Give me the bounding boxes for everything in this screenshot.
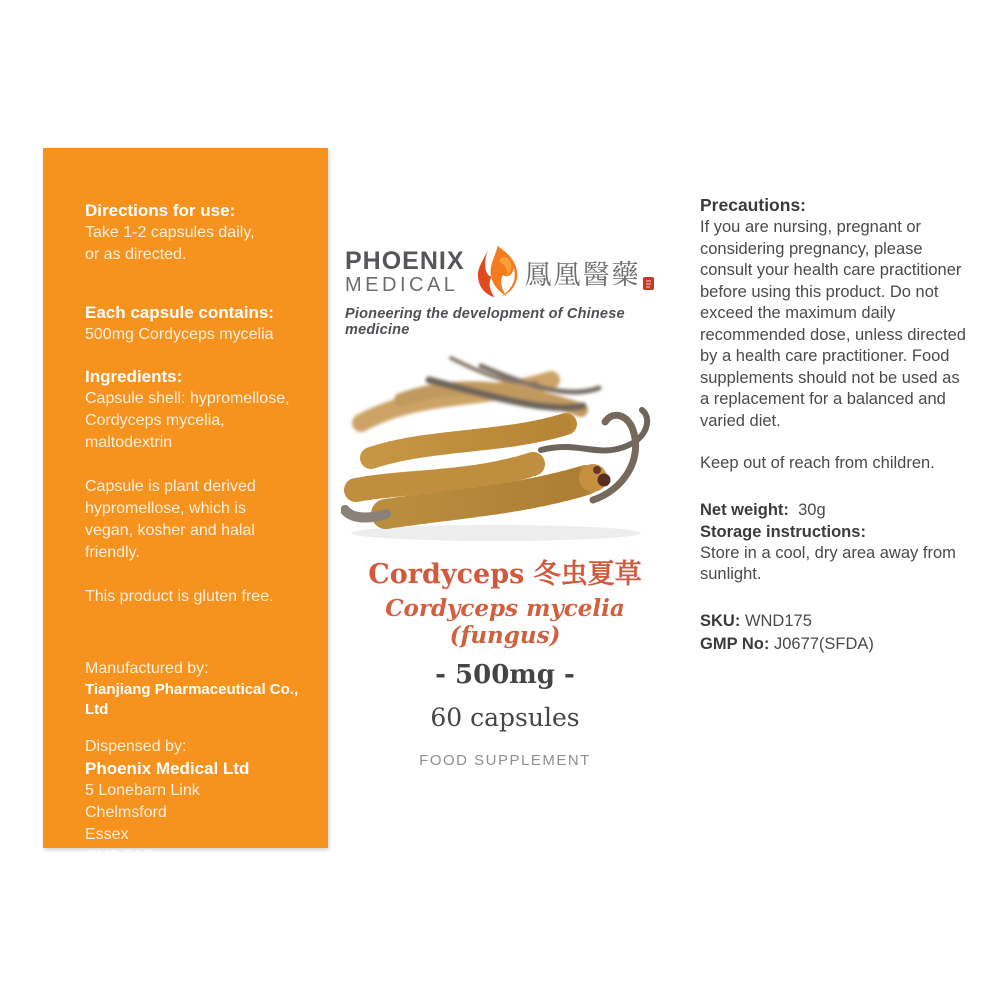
logo-chinese-characters: 鳳凰醫藥 [524,259,641,291]
address-line: CM2 5AR [85,848,155,865]
product-subtitle: Cordyceps mycelia (fungus) [385,595,625,649]
logo-tagline: Pioneering the development of Chinese medicine [345,306,625,338]
ingredients-line: maltodextrin [85,434,173,451]
product-category: FOOD SUPPLEMENT [419,752,591,769]
left-info-panel [43,148,328,888]
dispenser-name: Phoenix Medical Ltd [85,759,250,778]
address-line: Essex [85,826,129,843]
cordyceps-photo [341,328,665,544]
gmp-label: GMP No: [700,634,770,653]
storage-body: Store in a cool, dry area away from sunlight. [700,543,956,583]
sku-row [700,610,972,633]
capsule-note-line: hypromellose, which is [85,500,246,517]
ingredients-section [85,366,302,454]
directions-section [85,200,302,266]
website-url: www.phoenixmd.co.uk [85,869,269,888]
ingredients-line: Capsule shell: hypromellose, [85,390,290,407]
product-dose: - 500mg - [435,660,575,690]
gluten-note: This product is gluten free. [85,588,274,605]
product-capsule-count: 60 capsules [430,703,580,732]
product-title: Cordyceps 冬虫夏草 [368,559,642,590]
manufactured-by-label: Manufactured by: [85,660,209,677]
precautions-heading: Precautions: [700,195,806,215]
address-line: 5 Lonebarn Link [85,782,200,799]
gmp-value: J0677(SFDA) [773,634,874,653]
capsule-note-line: Capsule is plant derived [85,478,256,495]
directions-line: or as directed. [85,246,187,263]
ingredients-line: Cordyceps mycelia, [85,412,225,429]
each-capsule-section [85,302,302,346]
ingredients-heading: Ingredients: [85,367,183,386]
capsule-note-line: vegan, kosher and halal [85,522,255,539]
net-weight-value: 30g [798,500,826,519]
right-info-panel [700,193,972,656]
address-line: Chelmsford [85,804,167,821]
phoenix-medical-logo [345,243,667,338]
each-capsule-line: 500mg Cordyceps mycelia [85,326,274,343]
directions-heading: Directions for use: [85,201,236,220]
sku-value: WND175 [744,611,812,630]
capsule-note-section [85,476,302,564]
keep-out-note: Keep out of reach from children. [700,454,935,472]
storage-heading: Storage instructions: [700,522,866,541]
logo-text-medical: MEDICAL [345,274,459,296]
capsule-note-line: friendly. [85,544,140,561]
dispensed-by-section [85,736,302,890]
manufactured-by-section [85,658,302,720]
each-capsule-heading: Each capsule contains: [85,303,274,322]
gmp-row [700,633,972,656]
logo-text-phoenix: PHOENIX [345,247,465,275]
directions-line: Take 1-2 capsules daily, [85,224,255,241]
precautions-body: If you are nursing, pregnant or considering pregnancy, please consult your health care practitioner before using this product. Do not exceed the maximum daily recommended dose, unless directed by a health care practitioner. Food supplements should not be used as a replacement for a balanced and varied diet. [700,218,966,430]
phoenix-flame-icon [473,243,519,301]
logo-wordmark [345,248,465,296]
manufacturer-name: Tianjiang Pharmaceutical Co., Ltd [85,681,299,718]
red-seal-icon [643,277,654,290]
sku-label: SKU: [700,611,741,630]
net-weight-label: Net weight: [700,500,789,519]
dispensed-by-label: Dispensed by: [85,738,187,755]
net-weight-row [700,499,972,521]
